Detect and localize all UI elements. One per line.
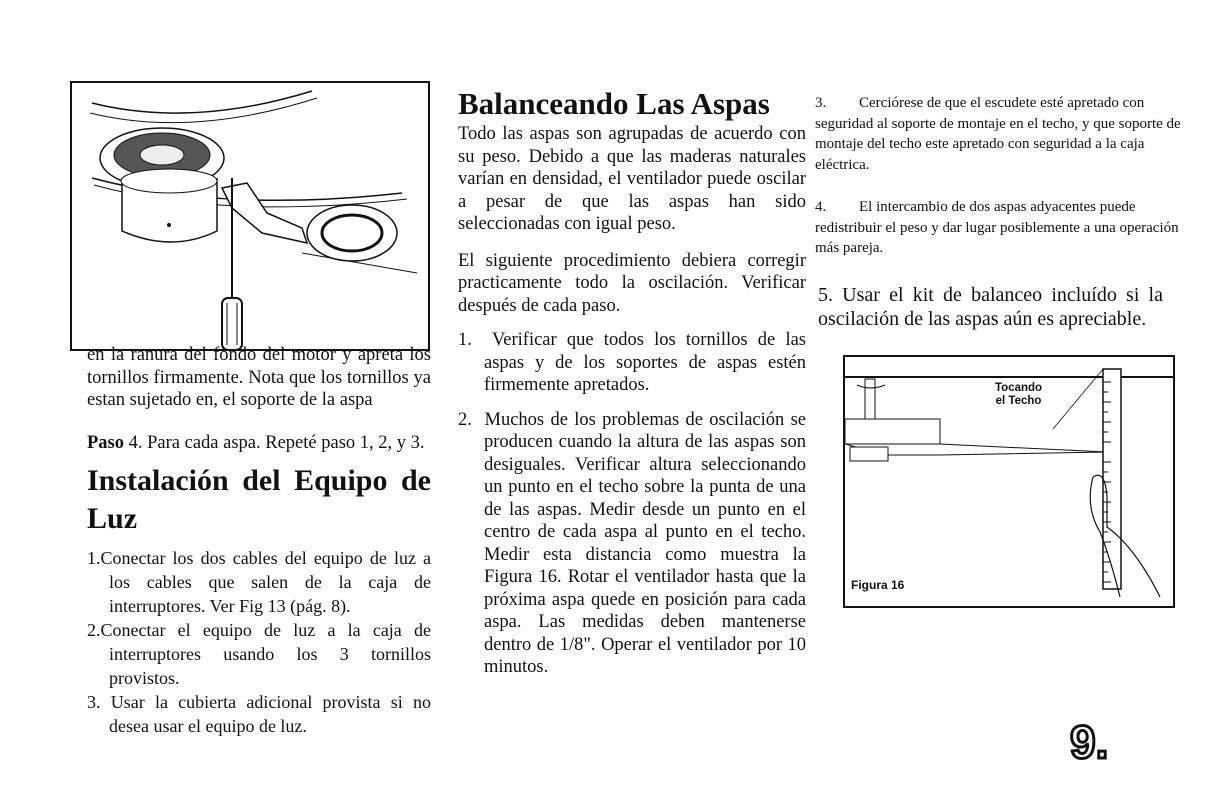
label-line: Tocando: [995, 382, 1043, 394]
list-text: Verificar que todos los tornillos de las aspas y de los soportes de aspas estén firmemente apretados.: [484, 330, 806, 395]
list-number: 4.: [815, 199, 827, 215]
list-item: [815, 197, 1187, 259]
label-line: el Techo: [995, 395, 1042, 407]
paragraph-blade-weight: Todo las aspas son agrupadas de acuerdo con su peso. Debido a que las maderas naturales varían en densidad, el ventilador puede oscilar a pesar de que las aspas han sido seleccionadas con igual peso.: [458, 124, 806, 234]
page-number-badge-icon: [1068, 718, 1158, 768]
step4-text: 4. Para cada aspa. Repeté paso 1, 2, y 3.: [124, 432, 425, 453]
paragraph-blade-screws: en la ranura del fondo del motor y apreta los tornillos firmamente. Nota que los tornillos ya estan sujetado en, el soporte de la aspa: [87, 345, 431, 410]
figure-caption: Figura 16: [851, 578, 905, 592]
list-number: 1.: [458, 330, 472, 350]
balancing-heading: Balanceando Las Aspas: [458, 86, 770, 121]
paragraph-step4: [87, 432, 431, 455]
left-column: [87, 344, 431, 738]
list-number: 2.: [458, 409, 472, 430]
paragraph-procedure: El siguiente procedimiento debiera corregir practicamente todo la oscilación. Verificar después de cada paso.: [458, 250, 806, 316]
page-number-text: 9.: [1070, 718, 1109, 768]
list-item: [815, 93, 1187, 175]
step5-text: 5. Usar el kit de balanceo incluído si la oscilación de las aspas aún es apreciable.: [818, 284, 1163, 330]
list-text: El intercambio de dos aspas adyacentes puede redistribuir el peso y dar lugar posiblemente a una operación más pareja.: [815, 199, 1179, 256]
list-text: Cerciórese de que el escudete esté apretado con seguridad al soporte de montaje en el techo, y que soporte de montaje del techo este apretado con seguridad a la caja eléctrica.: [815, 95, 1181, 173]
page-number: [1068, 718, 1158, 768]
light-kit-steps: [87, 546, 431, 738]
list-item: 2.Conectar el equipo de luz a la caja de interruptores usando los 3 tornillos provistos.: [87, 620, 431, 688]
list-item: [458, 329, 806, 397]
blade-install-figure: [70, 81, 430, 351]
figure-16: [843, 355, 1175, 608]
motor-housing-illustration: [72, 83, 430, 351]
touching-ceiling-label: [995, 382, 1042, 408]
right-column: [815, 93, 1187, 259]
list-item: 3. Usar la cubierta adicional provista si no desea usar el equipo de luz.: [87, 692, 431, 736]
light-kit-heading: Instalación del Equipo de Luz: [87, 464, 431, 535]
step-label: Paso: [87, 432, 124, 453]
list-text: Muchos de los problemas de oscilación se producen cuando la altura de las aspas son desiguales. Verificar altura seleccionando un punto en el techo sobre la punta de una de las aspas. Medir desde un punto en el centro de cada aspa al punto en el techo. Medir esta distancia como muestra la Figura 16. Rotar el ventilador hasta que la próxima aspa quede en posición para cada aspa. Las medidas deben mantenerse dentro de 1/8". Operar el ventilador por 10 minutos.: [484, 409, 806, 677]
list-number: 3.: [815, 95, 827, 111]
list-item: 1.Conectar los dos cables del equipo de luz a los cables que salen de la caja de interruptores. Ver Fig 13 (pág. 8).: [87, 548, 431, 616]
middle-column: [458, 87, 806, 679]
list-item: [458, 409, 806, 679]
